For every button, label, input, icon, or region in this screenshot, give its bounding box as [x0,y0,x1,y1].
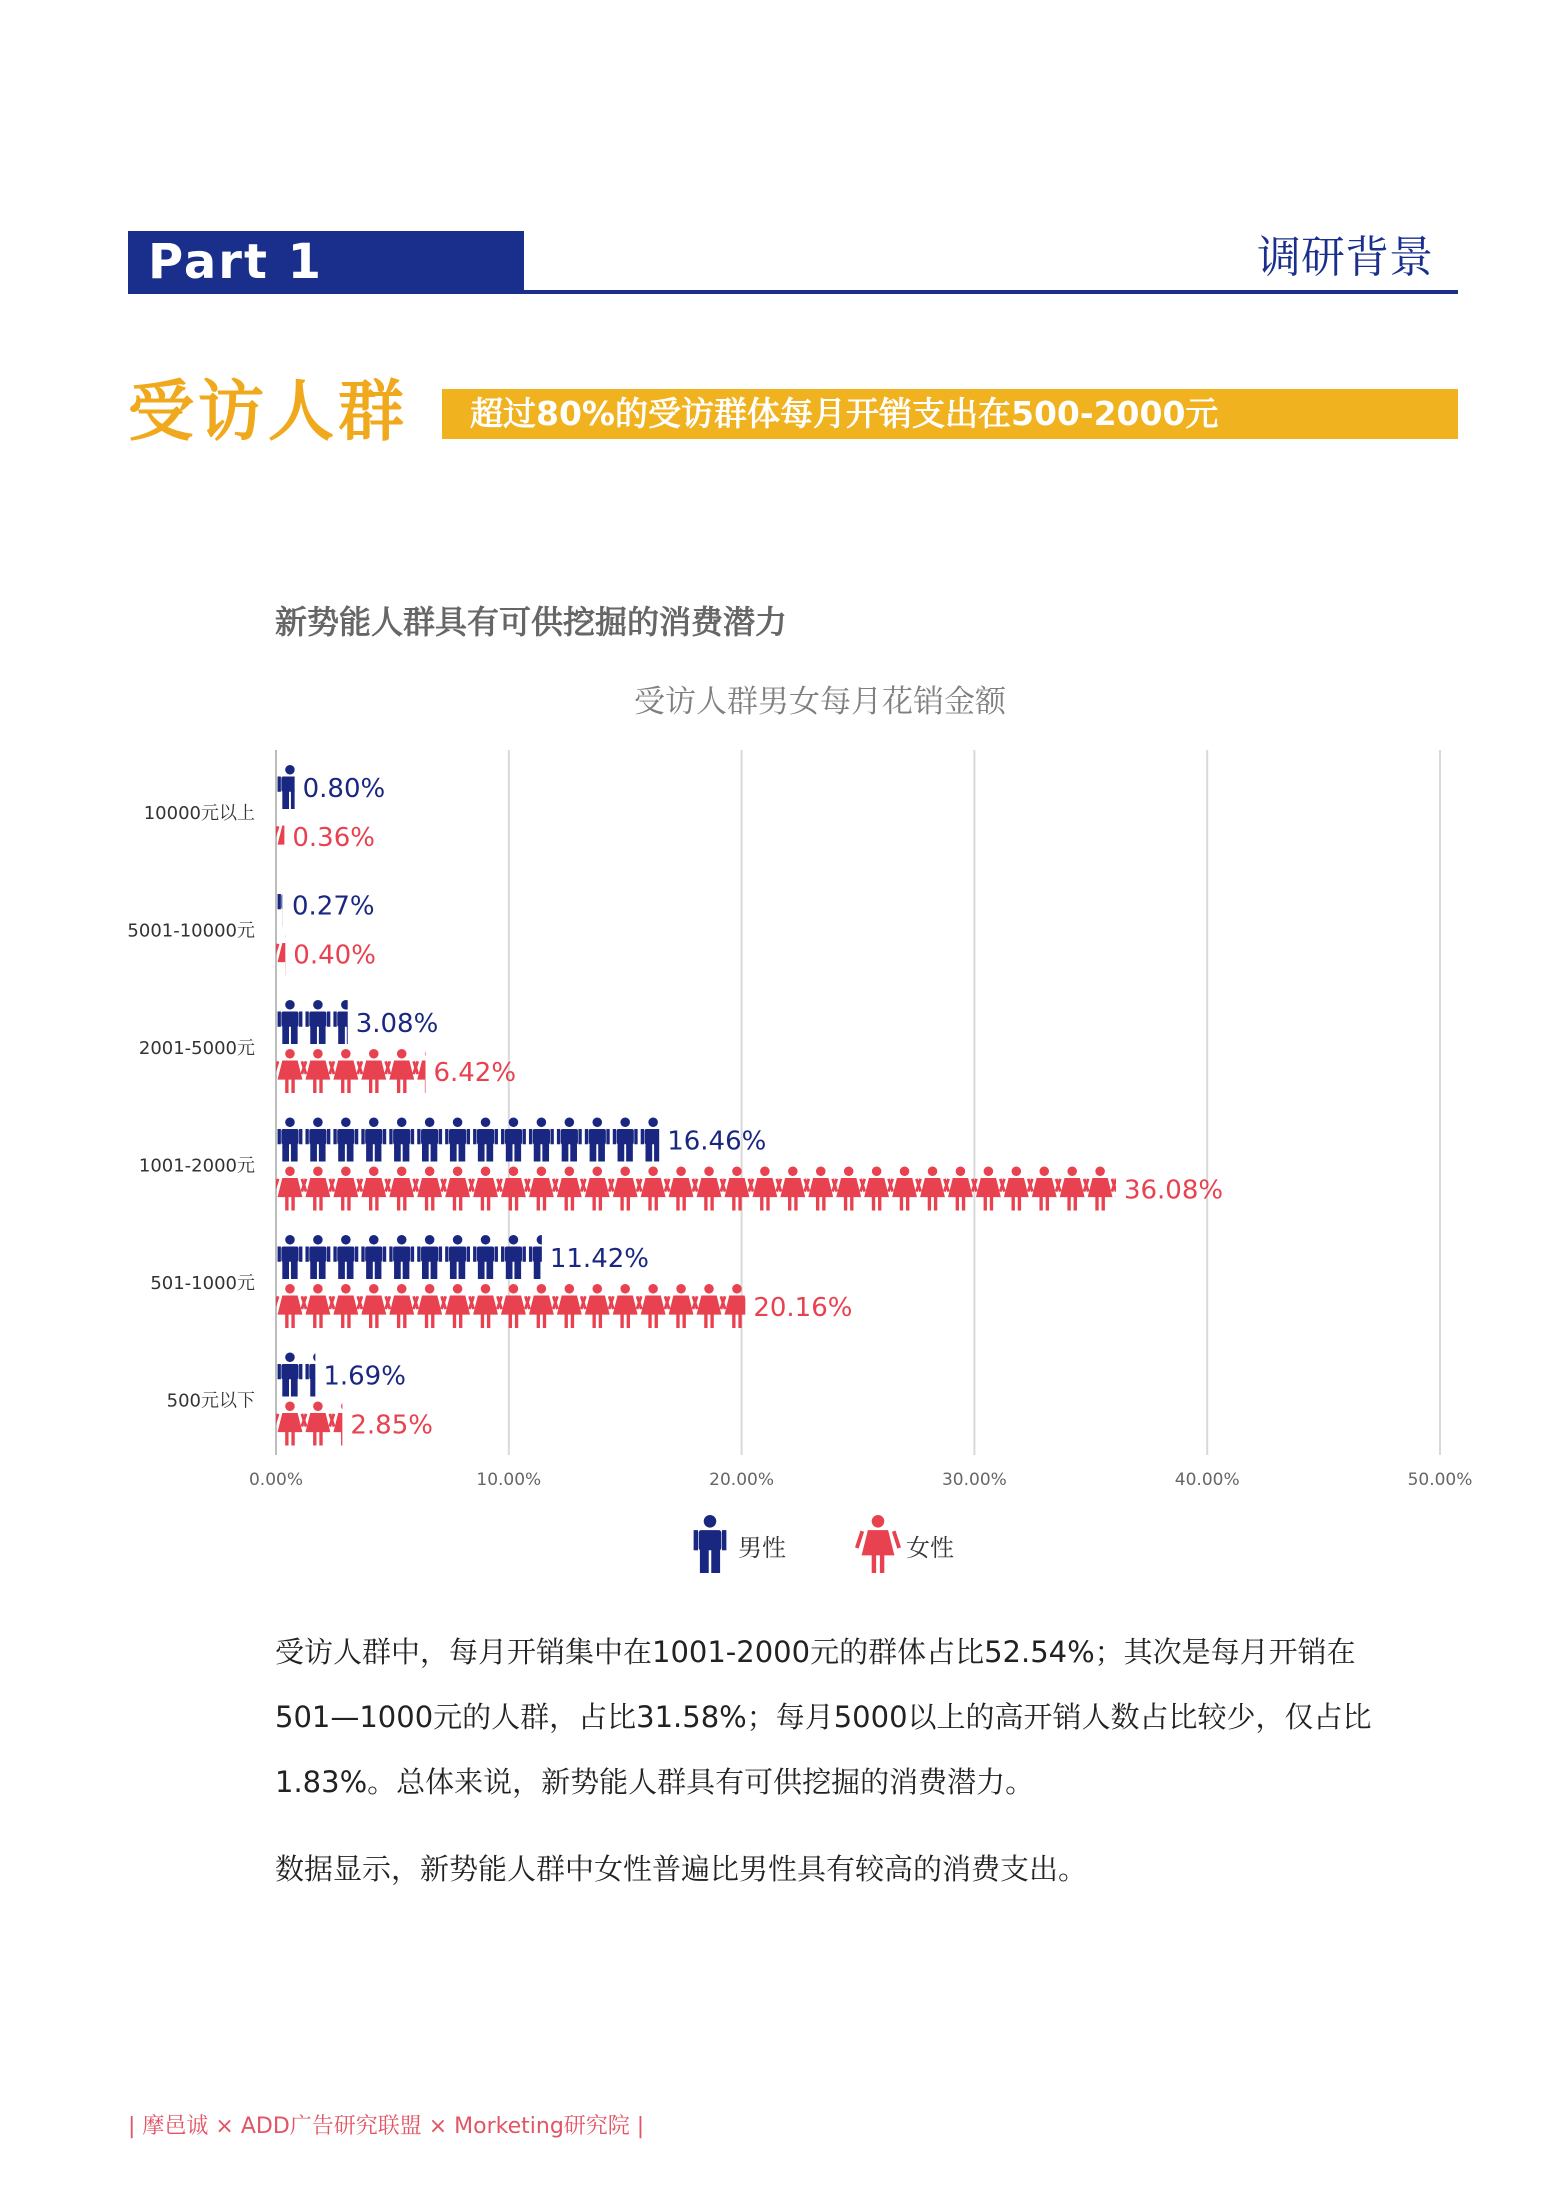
body-paragraph-line-1: 受访人群中，每月开销集中在1001-2000元的群体占比52.54%；其次是每月开销在 [275,1635,1356,1669]
bar-value-label: 1.69% [323,1361,406,1392]
x-tick-label: 50.00% [1407,1470,1473,1490]
legend-label: 女性 [906,1534,954,1562]
y-category-label: 1001-2000元 [138,1155,255,1177]
x-tick-label: 30.00% [941,1470,1007,1490]
bar-value-label: 2.85% [350,1410,433,1441]
bar-female [273,1284,755,1328]
x-tick-label: 10.00% [476,1470,542,1490]
x-tick-label: 20.00% [709,1470,775,1490]
y-category-label: 10000元以上 [143,803,255,824]
bar-male [278,765,303,809]
bar-value-label: 11.42% [549,1244,649,1274]
footer-credits: | 摩邑诚 × ADD广告研究联盟 × Morketing研究院 | [128,2114,645,2139]
chart-title: 受访人群男女每月花销金额 [634,684,1006,720]
bar-value-label: 0.80% [302,774,386,804]
body-paragraph-line-2: 501—1000元的人群，占比31.58%；每月5000以上的高开销人数占比较少，仅占比 [275,1700,1372,1734]
bar-female [273,1049,448,1093]
bar-value-label: 3.08% [355,1009,439,1039]
x-tick-label: 0.00% [248,1470,304,1490]
spending-chart [0,680,1563,1600]
legend-female-icon [855,1515,901,1573]
bar-male [278,1118,666,1162]
bar-value-label: 0.27% [292,891,375,922]
bar-male [278,1235,554,1279]
chart-heading: 新势能人群具有可供挖掘的消费潜力 [275,603,788,641]
y-category-label: 2001-5000元 [138,1038,255,1059]
bar-value-label: 6.42% [433,1058,517,1088]
bar-value-label: 16.46% [667,1126,767,1157]
hero-title: 受访人群 [128,373,408,450]
hero-subtitle: 超过80%的受访群体每月开销支出在500-2000元 [470,394,1219,433]
legend-male-icon [694,1515,727,1573]
bar-value-label: 36.08% [1123,1175,1224,1206]
bar-female [273,1167,1146,1211]
part-label: Part 1 [148,234,324,290]
body-paragraph-line-3: 1.83%。总体来说，新势能人群具有可供挖掘的消费潜力。 [275,1765,1035,1799]
y-category-label: 500元以下 [166,1390,255,1412]
y-category-label: 5001-10000元 [127,920,255,942]
bar-value-label: 0.36% [292,823,375,853]
bar-male [278,1000,359,1044]
x-tick-label: 40.00% [1174,1470,1240,1490]
bar-value-label: 0.40% [293,940,376,971]
body-paragraph-2: 数据显示，新势能人群中女性普遍比男性具有较高的消费支出。 [275,1852,1088,1886]
bar-value-label: 20.16% [753,1293,853,1323]
section-title: 调研背景 [1257,232,1433,283]
header-divider [128,290,1458,294]
y-category-label: 501-1000元 [150,1273,255,1294]
legend-label: 男性 [738,1534,786,1562]
